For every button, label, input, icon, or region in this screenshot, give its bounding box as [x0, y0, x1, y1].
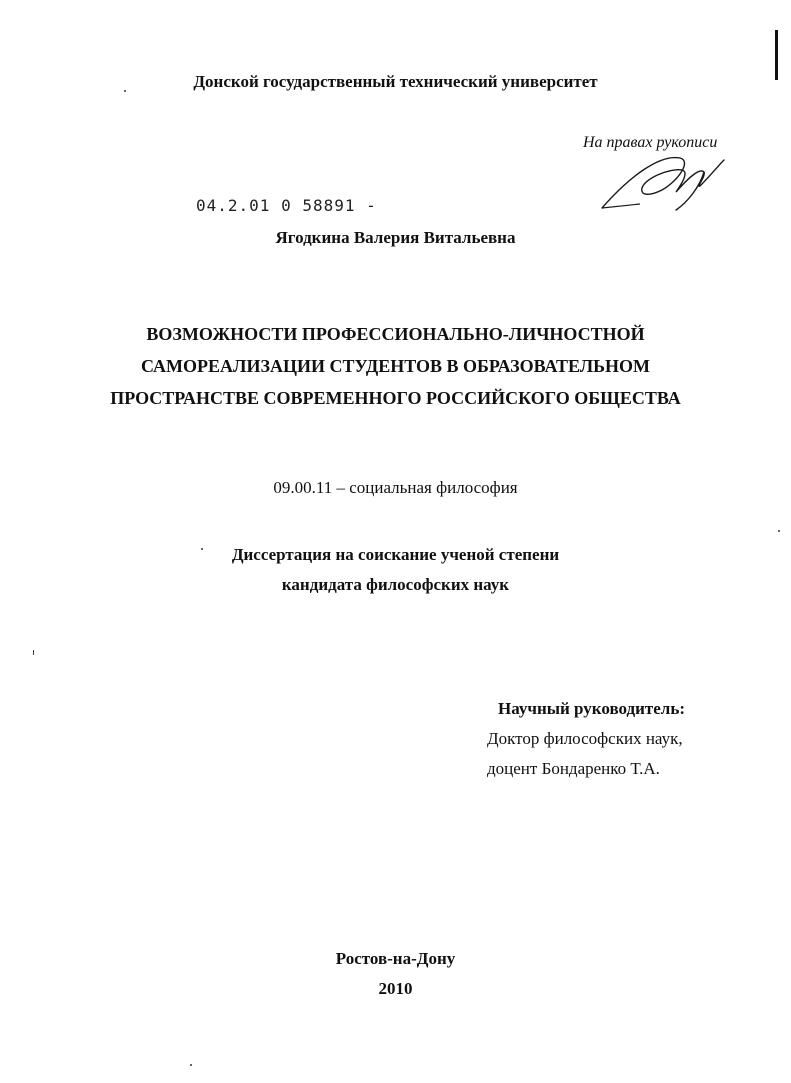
dissertation-title	[0, 318, 791, 414]
scan-speck	[190, 1064, 192, 1066]
supervisor-degree: Доктор философских наук,	[487, 729, 683, 748]
rights-note: На правах рукописи	[583, 134, 718, 151]
archive-stamp-number: 04.2.01 0 58891 -	[196, 196, 377, 215]
specialty-code: 09.00.11 – социальная философия	[273, 478, 518, 497]
city-year-block	[0, 944, 791, 1004]
scan-speck	[33, 650, 34, 655]
city: Ростов-на-Дону	[335, 949, 456, 968]
signature-icon	[600, 146, 730, 216]
scan-speck	[778, 530, 780, 532]
university-name: Донской государственный технический университет	[193, 72, 598, 91]
supervisor-name: доцент Бондаренко Т.А.	[487, 759, 660, 778]
supervisor-heading: Научный руководитель:	[498, 699, 685, 718]
degree-statement	[0, 540, 791, 600]
title-line: САМОРЕАЛИЗАЦИИ СТУДЕНТОВ В ОБРАЗОВАТЕЛЬНОМ	[140, 356, 651, 376]
degree-line: кандидата философских наук	[281, 575, 510, 594]
year: 2010	[378, 979, 413, 998]
author-name: Ягодкина Валерия Витальевна	[275, 228, 516, 247]
title-line: ВОЗМОЖНОСТИ ПРОФЕССИОНАЛЬНО-ЛИЧНОСТНОЙ	[146, 324, 645, 344]
degree-line: Диссертация на соискание ученой степени	[231, 545, 560, 564]
supervisor-block	[487, 694, 685, 784]
title-line: ПРОСТРАНСТВЕ СОВРЕМЕННОГО РОССИЙСКОГО ОБЩЕСТВА	[110, 388, 681, 408]
